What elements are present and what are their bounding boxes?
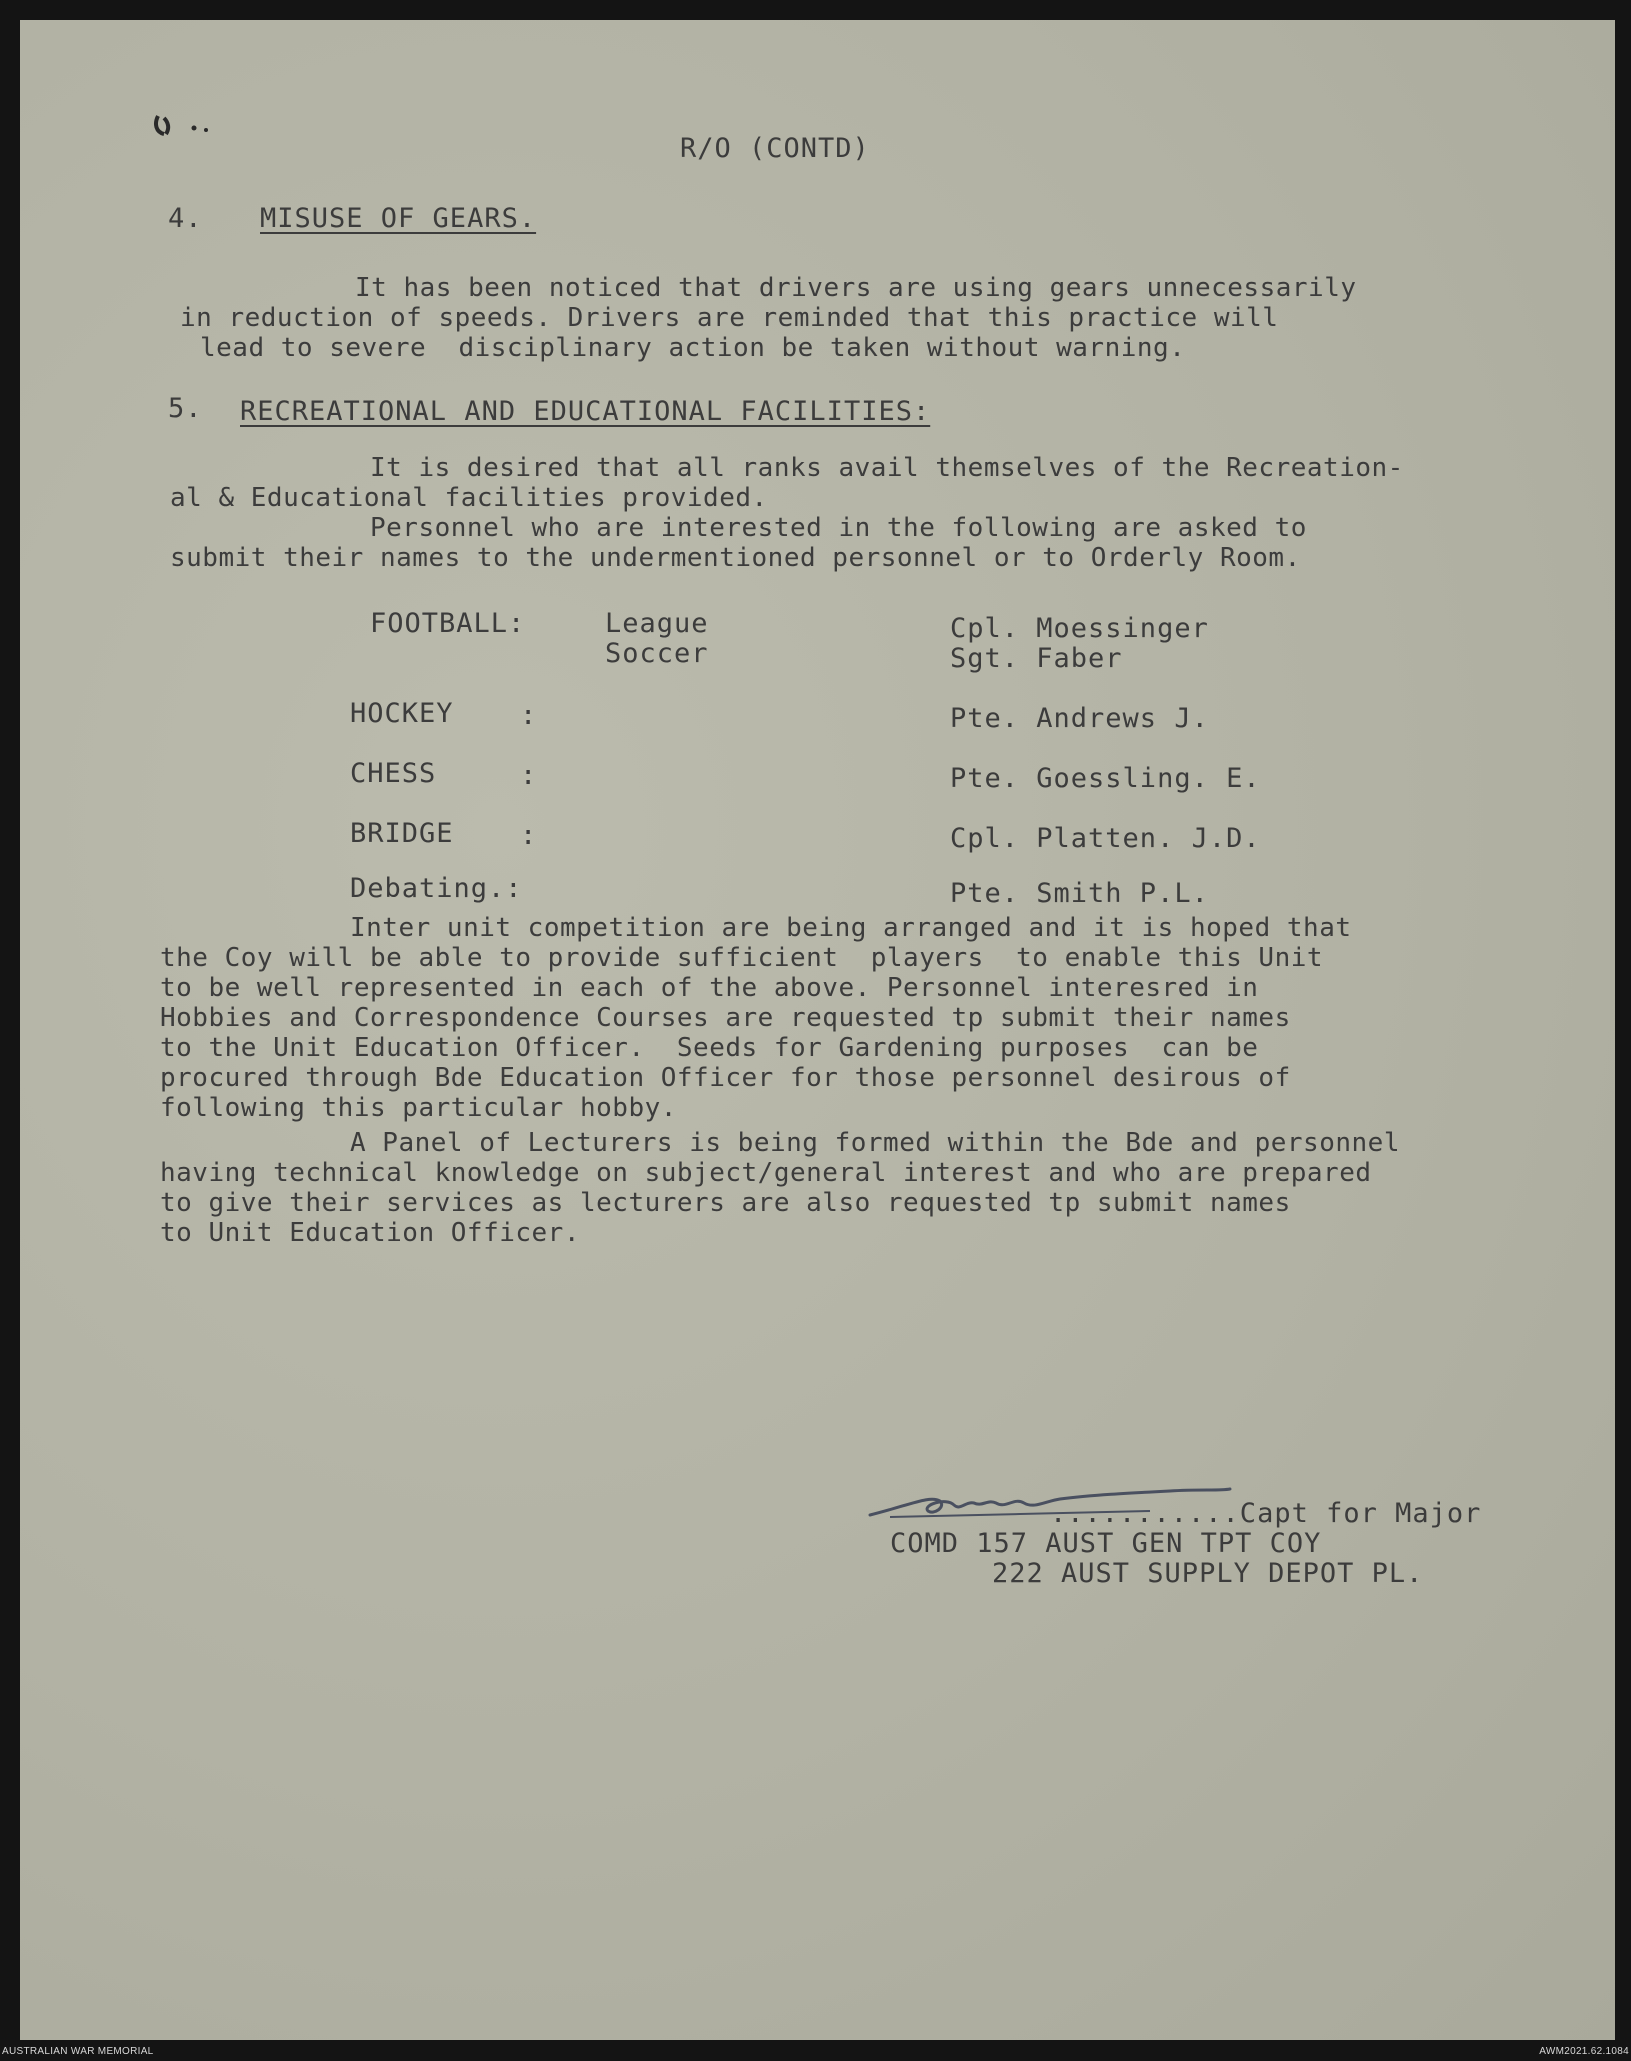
- section-5-closing-2: having technical knowledge on subject/general interest and who are prepared: [160, 1158, 1372, 1188]
- section-5-intro-4: submit their names to the undermentioned personnel or to Orderly Room.: [170, 543, 1301, 573]
- section-5-intro-2: al & Educational facilities provided.: [170, 483, 768, 513]
- footer-accession-number: AWM2021.62.1084: [1539, 2046, 1629, 2057]
- activity-type-soccer: Soccer: [605, 638, 709, 669]
- document-sheet: [20, 20, 1615, 2040]
- section-5-number: 5.: [168, 393, 203, 424]
- section-4-line-2: in reduction of speeds. Drivers are reminded that this practice will: [180, 303, 1279, 333]
- ink-mark-icon: [152, 108, 212, 148]
- signature-line-2: COMD 157 AUST GEN TPT COY: [890, 1528, 1322, 1559]
- section-5-body-4: Hobbies and Correspondence Courses are requested tp submit their names: [160, 1003, 1291, 1033]
- section-4-heading: MISUSE OF GEARS.: [260, 203, 537, 234]
- activity-hockey: HOCKEY: [350, 698, 454, 729]
- section-5-body-6: procured through Bde Education Officer for those personnel desirous of: [160, 1063, 1291, 1093]
- activity-separator: :: [520, 820, 538, 851]
- activity-bridge: BRIDGE: [350, 818, 454, 849]
- section-5-closing-4: to Unit Education Officer.: [160, 1218, 580, 1248]
- section-4-line-1: It has been noticed that drivers are using gears unnecessarily: [355, 273, 1357, 303]
- section-5-body-3: to be well represented in each of the above. Personnel interesred in: [160, 973, 1259, 1003]
- activity-separator: :: [520, 760, 538, 791]
- document-header: R/O (CONTD): [680, 133, 870, 164]
- section-5-heading: RECREATIONAL AND EDUCATIONAL FACILITIES:: [240, 396, 931, 427]
- activity-contact: Pte. Goessling. E.: [950, 763, 1261, 794]
- section-5-closing-1: A Panel of Lecturers is being formed within the Bde and personnel: [350, 1128, 1400, 1158]
- section-5-body-2: the Coy will be able to provide sufficient players to enable this Unit: [160, 943, 1324, 973]
- signature-line-1: ...........Capt for Major: [1050, 1498, 1482, 1529]
- section-5-intro-3: Personnel who are interested in the following are asked to: [370, 513, 1307, 543]
- activity-chess: CHESS: [350, 758, 437, 789]
- activity-type-league: League: [605, 608, 709, 639]
- activity-separator: :: [520, 700, 538, 731]
- activity-debating: Debating.:: [350, 873, 523, 904]
- footer-archive-label: AUSTRALIAN WAR MEMORIAL: [2, 2046, 154, 2057]
- signature-line-3: 222 AUST SUPPLY DEPOT PL.: [992, 1558, 1424, 1589]
- section-5-body-5: to the Unit Education Officer. Seeds for Gardening purposes can be: [160, 1033, 1259, 1063]
- section-5-closing-3: to give their services as lecturers are also requested tp submit names: [160, 1188, 1291, 1218]
- section-5-body-7: following this particular hobby.: [160, 1093, 677, 1123]
- section-4-line-3: lead to severe disciplinary action be taken without warning.: [200, 333, 1186, 363]
- section-5-body-1: Inter unit competition are being arranged and it is hoped that: [350, 913, 1352, 943]
- activity-contact: Pte. Smith P.L.: [950, 878, 1209, 909]
- activity-football: FOOTBALL:: [370, 608, 526, 639]
- activity-contact: Sgt. Faber: [950, 643, 1123, 674]
- activity-contact: Cpl. Moessinger: [950, 613, 1209, 644]
- section-4-number: 4.: [168, 203, 203, 234]
- activity-contact: Pte. Andrews J.: [950, 703, 1209, 734]
- section-5-intro-1: It is desired that all ranks avail themselves of the Recreation-: [370, 453, 1404, 483]
- activity-contact: Cpl. Platten. J.D.: [950, 823, 1261, 854]
